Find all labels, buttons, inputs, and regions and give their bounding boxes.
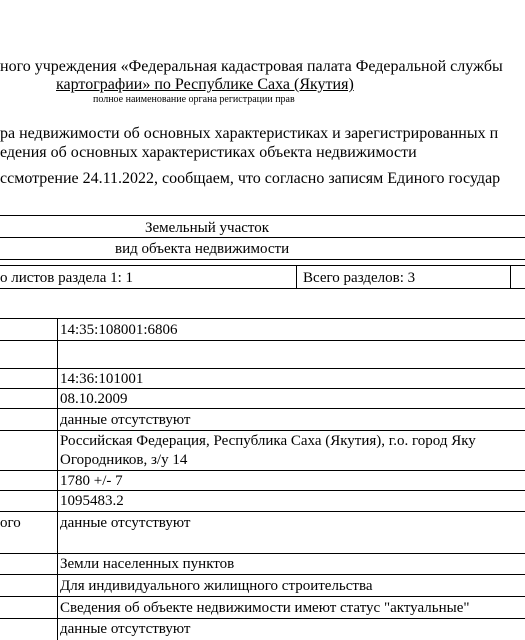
objects-within-parcel: данные отсутствуют <box>60 515 191 531</box>
intro-line-3: ссмотрение 24.11.2022, сообщаем, что согласно записям Единого государ <box>0 170 501 187</box>
sheets-count: о листов раздела 1: 1 <box>0 270 134 286</box>
org-name-caption: полное наименование органа регистрации прав <box>93 94 295 105</box>
address-line-1: Российская Федерация, Республика Саха (Якутия), г.о. город Яку <box>60 433 476 449</box>
cadastral-quarter: 14:36:101001 <box>60 371 144 387</box>
cadastral-number: 14:35:108001:6806 <box>60 322 178 338</box>
row-label-partial: ого <box>0 515 21 531</box>
previous-number: данные отсутствуют <box>60 412 191 428</box>
special-notes: данные отсутствуют <box>60 621 191 637</box>
record-status: Сведения об объекте недвижимости имеют статус "актуальные" <box>60 600 470 616</box>
permitted-use: Для индивидуального жилищного строительства <box>60 578 373 594</box>
org-name-line2: картографии» по Республике Саха (Якутия) <box>56 76 354 93</box>
area-value: 1780 +/- 7 <box>60 473 123 489</box>
cadastral-cost: 1095483.2 <box>60 493 124 509</box>
intro-line-1: ра недвижимости об основных характеристиках и зарегистрированных п <box>0 125 499 142</box>
object-type-caption: вид объекта недвижимости <box>115 241 290 257</box>
object-type-value: Земельный участок <box>145 220 270 236</box>
sections-count: Всего разделов: 3 <box>303 270 416 286</box>
assignment-date: 08.10.2009 <box>60 391 128 407</box>
intro-line-2: едения об основных характеристиках объекта недвижимости <box>0 144 417 161</box>
address-line-2: Огородников, з/у 14 <box>60 452 188 468</box>
land-category: Земли населенных пунктов <box>60 556 235 572</box>
org-name-line1: ного учреждения «Федеральная кадастровая палата Федеральной службы <box>0 58 503 75</box>
